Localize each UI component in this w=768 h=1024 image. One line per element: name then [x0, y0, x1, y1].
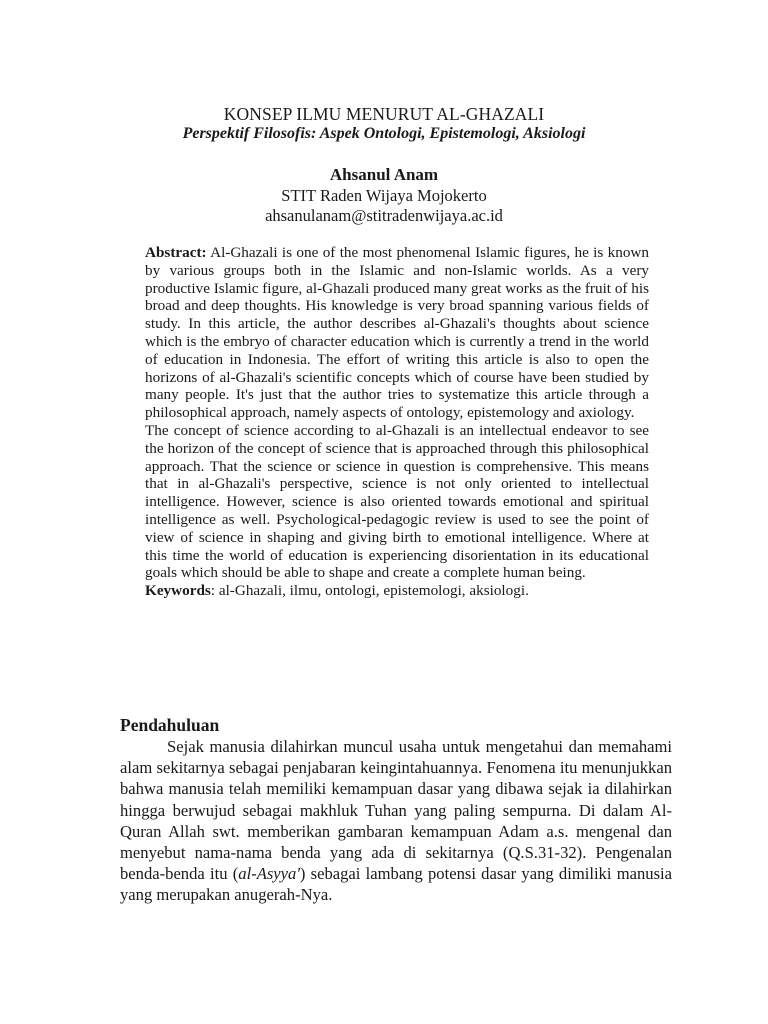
author-affiliation: STIT Raden Wijaya Mojokerto — [281, 186, 487, 205]
keywords-line — [145, 582, 649, 600]
paper-title: KONSEP ILMU MENURUT AL-GHAZALI — [223, 104, 545, 124]
section-heading-introduction: Pendahuluan — [120, 715, 220, 735]
abstract-paragraph-2: The concept of science according to al-Ghazali is an intellectual endeavor to see the horizon of the concept of science that is approached through this philosophical approach. That the science or science in question is comprehensive. This means that in al-Ghazali's perspective, science is not only oriented to intellectual intelligence. However, science is also oriented towards emotional and spiritual intelligence as well. Psychological-pedagogic review is used to see the point of view of science in shaping and giving birth to emotional intelligence. Where at this time the world of education is experiencing disorientation in its educational goals which should be able to shape and create a complete human being. — [145, 421, 649, 582]
keywords-label: Keywords — [145, 582, 211, 600]
paper-subtitle: Perspektif Filosofis: Aspek Ontologi, Epistemologi, Aksiologi — [182, 125, 586, 142]
keywords-text: : al-Ghazali, ilmu, ontologi, epistemologi, aksiologi. — [210, 582, 529, 600]
author-name: Ahsanul Anam — [329, 165, 439, 184]
author-email: ahsanulanam@stitradenwijaya.ac.id — [265, 206, 503, 225]
intro-text-after: ) sebagai lambang potensi dasar yang dimiliki manusia yang merupakan anugerah-Nya. — [120, 864, 672, 905]
abstract-block — [145, 244, 649, 600]
abstract-paragraph-1 — [145, 244, 649, 422]
intro-text-before: Sejak manusia dilahirkan muncul usaha untuk mengetahui dan memahami alam sekitarnya sebagai penjabaran keingintahuannya. Fenomena itu menunjukkan bahwa manusia telah memiliki kemampuan dasar yang dibawa sejak ia dilahirkan hingga berwujud sebagai makhluk Tuhan yang paling sempurna. Di dalam Al-Quran Allah swt. memberikan gambaran kemampuan Adam a.s. mengenal dan menyebut nama-nama benda yang ada di sekitarnya (Q.S.31-32). Pengenalan benda-benda itu ( — [120, 737, 672, 884]
abstract-text-1: Al-Ghazali is one of the most phenomenal Islamic figures, he is known by various groups both in the Islamic and non-Islamic worlds. As a very productive Islamic figure, al-Ghazali produced many great works as the fruit of his broad and deep thoughts. His knowledge is very broad spanning various fields of study. In this article, the author describes al-Ghazali's thoughts about science which is the embryo of character education which is currently a trend in the world of education in Indonesia. The effort of writing this article is also to open the horizons of al-Ghazali's scientific concepts which of course have been studied by many people. It's just that the author tries to systematize this article through a philosophical approach, namely aspects of ontology, epistemology and axiology. — [145, 244, 649, 422]
intro-italic-term: al-Asyya' — [238, 864, 300, 884]
introduction-paragraph — [120, 736, 672, 906]
abstract-label: Abstract: — [145, 244, 207, 261]
